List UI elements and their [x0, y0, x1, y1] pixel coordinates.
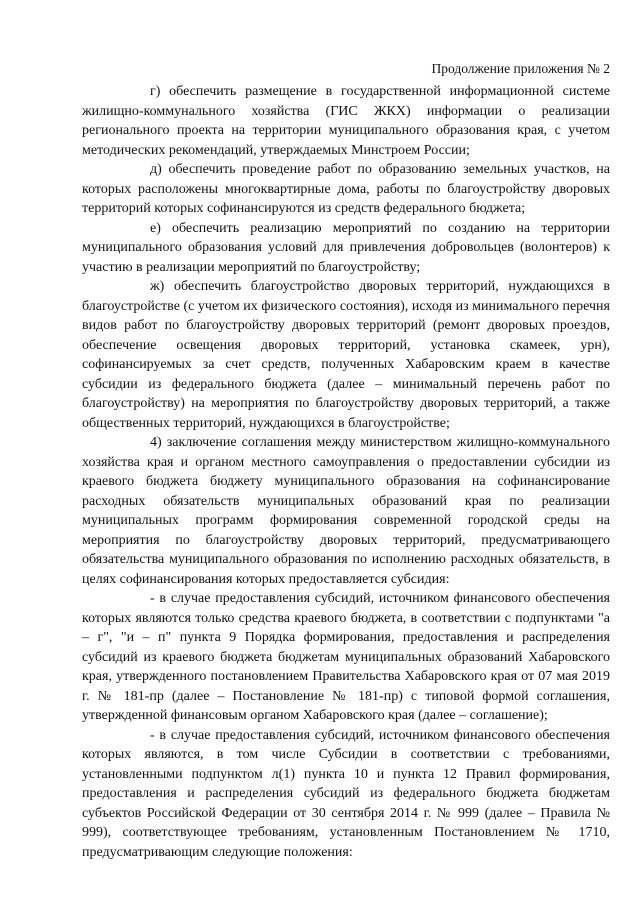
paragraph-d: д) обеспечить проведение работ по образованию земельных участков, на которых расположены многоквартирные дома, работы по благоустройству дворовых территорий которых софинансируются из средств федерального бюджета; [82, 162, 610, 216]
paragraph-dash-2: - в случае предоставления субсидий, источником финансового обеспечения которых являются, в том числе Субсидии в соответствии с требованиями, установленными подпунктом л(1) пункта 10 и пункта 12 Правил формирования, предоставления и распределения субсидий из федерального бюджета бюджетам субъектов Российской Федерации от 30 сентября 2014 г. № 999 (далее – Правила № 999), соответствующее требованиям, установленным Постановлением № 1710, предусматривающим следующие положения: [82, 727, 610, 860]
paragraph-g: г) обеспечить размещение в государственной информационной системе жилищно-коммунального хозяйства (ГИС ЖКХ) информации о реализации регионального проекта на территории муниципального образования края, с учетом методических рекомендаций, утверждаемых Минстроем России; [82, 84, 610, 158]
document-body [82, 82, 610, 862]
paragraph-dash-1: - в случае предоставления субсидий, источником финансового обеспечения которых являются только средства краевого бюджета, в соответствии с подпунктами "а – г", "и – п" пункта 9 Порядка формирования, предоставления и распределения субсидий из краевого бюджета бюджетам муниципальных образований Хабаровского края, утвержденного постановлением Правительства Хабаровского края от 07 мая 2019 г. № 181-пр (далее – Постановление № 181-пр) с типовой формой соглашения, утвержденной финансовым органом Хабаровского края (далее – соглашение); [82, 591, 610, 723]
page-header: Продолжение приложения № 2 [431, 61, 610, 76]
paragraph-zh: ж) обеспечить благоустройство дворовых территорий, нуждающихся в благоустройстве (с учетом их физического состояния), исходя из минимального перечня видов работ по благоустройству дворовых территорий (ремонт дворовых проездов, обеспечение освещения дворовых территорий, установка скамеек, урн), софинансируемых за счет средств, полученных Хабаровским краем в качестве субсидии из федерального бюджета (далее – минимальный перечень работ по благоустройству) на мероприятия по благоустройству дворовых территорий, а также общественных территорий, нуждающихся в благоустройстве; [82, 279, 610, 431]
paragraph-e: е) обеспечить реализацию мероприятий по созданию на территории муниципального образования условий для привлечения добровольцев (волонтеров) к участию в реализации мероприятий по благоустройству; [82, 220, 610, 275]
paragraph-4: 4) заключение соглашения между министерством жилищно-коммунального хозяйства края и органом местного самоуправления о предоставлении субсидии из краевого бюджета бюджету муниципального образования на софинансирование расходных обязательств муниципальных образований края по реализации муниципальных программ формирования современной городской среды на мероприятия по благоустройству дворовых территорий, предусматривающего обязательства муниципального образования по исполнению расходных обязательств, в целях софинансирования которых предоставляется субсидия: [82, 435, 610, 587]
